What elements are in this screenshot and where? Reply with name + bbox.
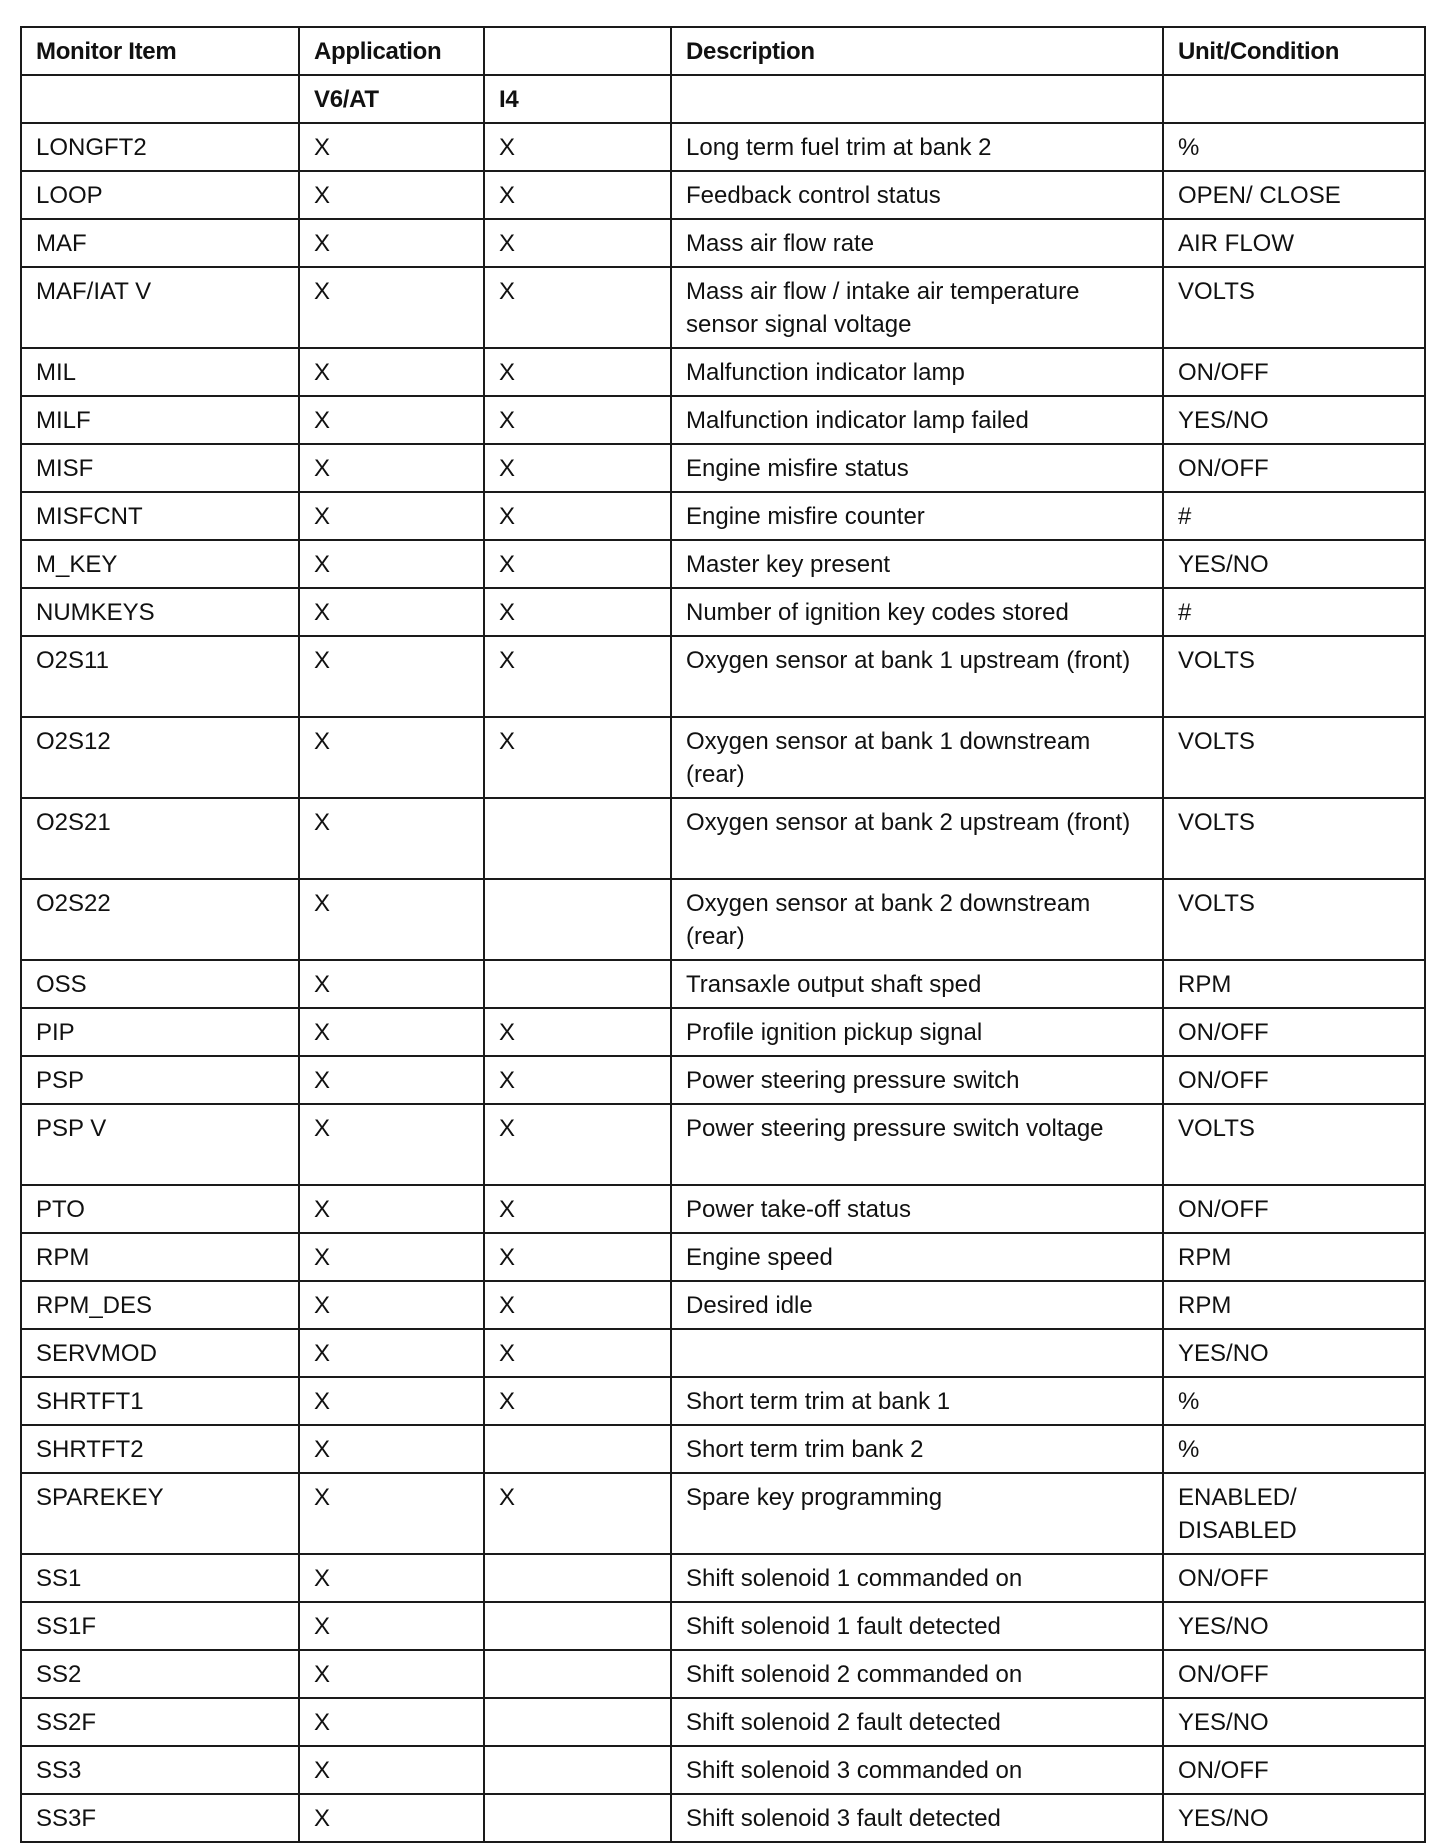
monitor-item-cell: SS3 (21, 1746, 299, 1794)
monitor-item-cell: LOOP (21, 171, 299, 219)
monitor-item-cell: SS3F (21, 1794, 299, 1842)
v6-at-cell: X (299, 540, 484, 588)
v6-at-cell: X (299, 1281, 484, 1329)
v6-at-cell: X (299, 1377, 484, 1425)
header-application: Application (299, 27, 484, 75)
unit-condition-cell: RPM (1163, 960, 1425, 1008)
description-cell: Profile ignition pickup signal (671, 1008, 1163, 1056)
monitor-item-cell: MISFCNT (21, 492, 299, 540)
i4-cell (484, 879, 671, 960)
table-row (21, 1104, 1425, 1185)
unit-condition-cell: YES/NO (1163, 1794, 1425, 1842)
description-cell: Master key present (671, 540, 1163, 588)
i4-cell: X (484, 492, 671, 540)
i4-cell: X (484, 396, 671, 444)
subheader-v6-at: V6/AT (299, 75, 484, 123)
description-cell: Short term trim bank 2 (671, 1425, 1163, 1473)
table-row (21, 879, 1425, 960)
unit-condition-cell: ON/OFF (1163, 1008, 1425, 1056)
table-row (21, 267, 1425, 348)
table-row (21, 1473, 1425, 1554)
description-cell: Malfunction indicator lamp failed (671, 396, 1163, 444)
unit-condition-cell: YES/NO (1163, 396, 1425, 444)
description-cell: Number of ignition key codes stored (671, 588, 1163, 636)
unit-condition-cell: ON/OFF (1163, 1554, 1425, 1602)
i4-cell: X (484, 1281, 671, 1329)
table-row (21, 1281, 1425, 1329)
monitor-item-cell: O2S12 (21, 717, 299, 798)
unit-condition-cell: ON/OFF (1163, 444, 1425, 492)
subheader-row (21, 75, 1425, 123)
v6-at-cell: X (299, 1473, 484, 1554)
i4-cell: X (484, 444, 671, 492)
description-cell: Mass air flow / intake air temperature sensor signal voltage (671, 267, 1163, 348)
monitor-item-cell: M_KEY (21, 540, 299, 588)
i4-cell: X (484, 1056, 671, 1104)
description-cell: Short term trim at bank 1 (671, 1377, 1163, 1425)
monitor-item-cell: O2S21 (21, 798, 299, 879)
v6-at-cell: X (299, 1233, 484, 1281)
v6-at-cell: X (299, 636, 484, 717)
description-cell: Engine speed (671, 1233, 1163, 1281)
table-row (21, 444, 1425, 492)
monitor-item-cell: SS1 (21, 1554, 299, 1602)
table-row (21, 636, 1425, 717)
table-row (21, 1377, 1425, 1425)
description-cell: Power take-off status (671, 1185, 1163, 1233)
unit-condition-cell: VOLTS (1163, 879, 1425, 960)
monitor-item-cell: OSS (21, 960, 299, 1008)
description-cell: Malfunction indicator lamp (671, 348, 1163, 396)
monitor-item-cell: MAF (21, 219, 299, 267)
monitor-item-cell: SHRTFT2 (21, 1425, 299, 1473)
monitor-item-cell: PSP V (21, 1104, 299, 1185)
description-cell: Oxygen sensor at bank 2 downstream (rear) (671, 879, 1163, 960)
i4-cell: X (484, 348, 671, 396)
header-monitor-item: Monitor Item (21, 27, 299, 75)
i4-cell: X (484, 1473, 671, 1554)
monitor-item-cell: SS2F (21, 1698, 299, 1746)
v6-at-cell: X (299, 492, 484, 540)
unit-condition-cell: YES/NO (1163, 1329, 1425, 1377)
i4-cell: X (484, 588, 671, 636)
unit-condition-cell: ON/OFF (1163, 1650, 1425, 1698)
monitor-item-cell: SS1F (21, 1602, 299, 1650)
v6-at-cell: X (299, 1698, 484, 1746)
unit-condition-cell: ON/OFF (1163, 1185, 1425, 1233)
v6-at-cell: X (299, 960, 484, 1008)
description-cell (671, 1329, 1163, 1377)
monitor-item-cell: O2S11 (21, 636, 299, 717)
unit-condition-cell: # (1163, 588, 1425, 636)
table-row (21, 1185, 1425, 1233)
monitor-item-cell: PIP (21, 1008, 299, 1056)
table-row (21, 960, 1425, 1008)
v6-at-cell: X (299, 1650, 484, 1698)
table-row (21, 219, 1425, 267)
description-cell: Feedback control status (671, 171, 1163, 219)
i4-cell: X (484, 1185, 671, 1233)
i4-cell (484, 1554, 671, 1602)
subheader-i4: I4 (484, 75, 671, 123)
table-row (21, 798, 1425, 879)
unit-condition-cell: YES/NO (1163, 1602, 1425, 1650)
monitor-item-cell: O2S22 (21, 879, 299, 960)
monitor-item-cell: MAF/IAT V (21, 267, 299, 348)
unit-condition-cell: VOLTS (1163, 1104, 1425, 1185)
v6-at-cell: X (299, 267, 484, 348)
monitor-item-cell: PTO (21, 1185, 299, 1233)
v6-at-cell: X (299, 1554, 484, 1602)
description-cell: Engine misfire counter (671, 492, 1163, 540)
table-row (21, 1554, 1425, 1602)
unit-condition-cell: VOLTS (1163, 798, 1425, 879)
table-row (21, 540, 1425, 588)
description-cell: Oxygen sensor at bank 1 upstream (front) (671, 636, 1163, 717)
table-row (21, 396, 1425, 444)
monitor-item-cell: NUMKEYS (21, 588, 299, 636)
unit-condition-cell: AIR FLOW (1163, 219, 1425, 267)
monitor-item-cell: SERVMOD (21, 1329, 299, 1377)
v6-at-cell: X (299, 348, 484, 396)
description-cell: Shift solenoid 3 commanded on (671, 1746, 1163, 1794)
i4-cell (484, 1698, 671, 1746)
monitor-item-cell: LONGFT2 (21, 123, 299, 171)
unit-condition-cell: % (1163, 1377, 1425, 1425)
header-unit-condition: Unit/Condition (1163, 27, 1425, 75)
i4-cell: X (484, 267, 671, 348)
i4-cell: X (484, 717, 671, 798)
unit-condition-cell: OPEN/ CLOSE (1163, 171, 1425, 219)
unit-condition-cell: RPM (1163, 1233, 1425, 1281)
monitor-item-table (20, 26, 1426, 1843)
monitor-item-cell: SHRTFT1 (21, 1377, 299, 1425)
unit-condition-cell: ON/OFF (1163, 1056, 1425, 1104)
v6-at-cell: X (299, 1329, 484, 1377)
table-row (21, 1698, 1425, 1746)
header-blank (484, 27, 671, 75)
table-row (21, 717, 1425, 798)
description-cell: Mass air flow rate (671, 219, 1163, 267)
unit-condition-cell: VOLTS (1163, 267, 1425, 348)
table-row (21, 348, 1425, 396)
table-row (21, 1425, 1425, 1473)
unit-condition-cell: # (1163, 492, 1425, 540)
v6-at-cell: X (299, 1104, 484, 1185)
v6-at-cell: X (299, 1056, 484, 1104)
header-row (21, 27, 1425, 75)
table-row (21, 492, 1425, 540)
v6-at-cell: X (299, 1794, 484, 1842)
v6-at-cell: X (299, 219, 484, 267)
description-cell: Oxygen sensor at bank 2 upstream (front) (671, 798, 1163, 879)
description-cell: Shift solenoid 1 fault detected (671, 1602, 1163, 1650)
unit-condition-cell: ENABLED/ DISABLED (1163, 1473, 1425, 1554)
header-description: Description (671, 27, 1163, 75)
description-cell: Shift solenoid 2 commanded on (671, 1650, 1163, 1698)
v6-at-cell: X (299, 1425, 484, 1473)
unit-condition-cell: % (1163, 123, 1425, 171)
description-cell: Shift solenoid 2 fault detected (671, 1698, 1163, 1746)
v6-at-cell: X (299, 588, 484, 636)
i4-cell (484, 798, 671, 879)
v6-at-cell: X (299, 717, 484, 798)
description-cell: Power steering pressure switch voltage (671, 1104, 1163, 1185)
v6-at-cell: X (299, 396, 484, 444)
table-row (21, 1233, 1425, 1281)
i4-cell (484, 1602, 671, 1650)
unit-condition-cell: YES/NO (1163, 540, 1425, 588)
unit-condition-cell: VOLTS (1163, 636, 1425, 717)
monitor-item-cell: RPM (21, 1233, 299, 1281)
i4-cell (484, 960, 671, 1008)
description-cell: Long term fuel trim at bank 2 (671, 123, 1163, 171)
i4-cell: X (484, 540, 671, 588)
v6-at-cell: X (299, 1008, 484, 1056)
table-row (21, 1602, 1425, 1650)
v6-at-cell: X (299, 1746, 484, 1794)
description-cell: Engine misfire status (671, 444, 1163, 492)
i4-cell: X (484, 171, 671, 219)
monitor-item-cell: SPAREKEY (21, 1473, 299, 1554)
description-cell: Shift solenoid 1 commanded on (671, 1554, 1163, 1602)
description-cell: Power steering pressure switch (671, 1056, 1163, 1104)
table-row (21, 1650, 1425, 1698)
subheader-blank (21, 75, 299, 123)
table-row (21, 1794, 1425, 1842)
v6-at-cell: X (299, 444, 484, 492)
i4-cell (484, 1794, 671, 1842)
i4-cell: X (484, 1233, 671, 1281)
i4-cell: X (484, 123, 671, 171)
unit-condition-cell: ON/OFF (1163, 1746, 1425, 1794)
i4-cell (484, 1746, 671, 1794)
table-row (21, 1746, 1425, 1794)
unit-condition-cell: ON/OFF (1163, 348, 1425, 396)
description-cell: Shift solenoid 3 fault detected (671, 1794, 1163, 1842)
monitor-item-cell: MISF (21, 444, 299, 492)
unit-condition-cell: YES/NO (1163, 1698, 1425, 1746)
monitor-item-cell: PSP (21, 1056, 299, 1104)
description-cell: Spare key programming (671, 1473, 1163, 1554)
subheader-blank (1163, 75, 1425, 123)
v6-at-cell: X (299, 123, 484, 171)
subheader-blank (671, 75, 1163, 123)
table-row (21, 1008, 1425, 1056)
i4-cell: X (484, 1329, 671, 1377)
table-row (21, 171, 1425, 219)
monitor-item-cell: RPM_DES (21, 1281, 299, 1329)
v6-at-cell: X (299, 171, 484, 219)
i4-cell: X (484, 1104, 671, 1185)
i4-cell: X (484, 1008, 671, 1056)
i4-cell (484, 1650, 671, 1698)
table-row (21, 588, 1425, 636)
description-cell: Desired idle (671, 1281, 1163, 1329)
i4-cell: X (484, 219, 671, 267)
i4-cell: X (484, 636, 671, 717)
i4-cell: X (484, 1377, 671, 1425)
unit-condition-cell: RPM (1163, 1281, 1425, 1329)
v6-at-cell: X (299, 798, 484, 879)
monitor-item-cell: MILF (21, 396, 299, 444)
description-cell: Transaxle output shaft sped (671, 960, 1163, 1008)
unit-condition-cell: % (1163, 1425, 1425, 1473)
table-row (21, 1056, 1425, 1104)
table-row (21, 1329, 1425, 1377)
v6-at-cell: X (299, 1185, 484, 1233)
v6-at-cell: X (299, 879, 484, 960)
table-row (21, 123, 1425, 171)
monitor-item-cell: SS2 (21, 1650, 299, 1698)
description-cell: Oxygen sensor at bank 1 downstream (rear) (671, 717, 1163, 798)
i4-cell (484, 1425, 671, 1473)
v6-at-cell: X (299, 1602, 484, 1650)
unit-condition-cell: VOLTS (1163, 717, 1425, 798)
monitor-item-cell: MIL (21, 348, 299, 396)
